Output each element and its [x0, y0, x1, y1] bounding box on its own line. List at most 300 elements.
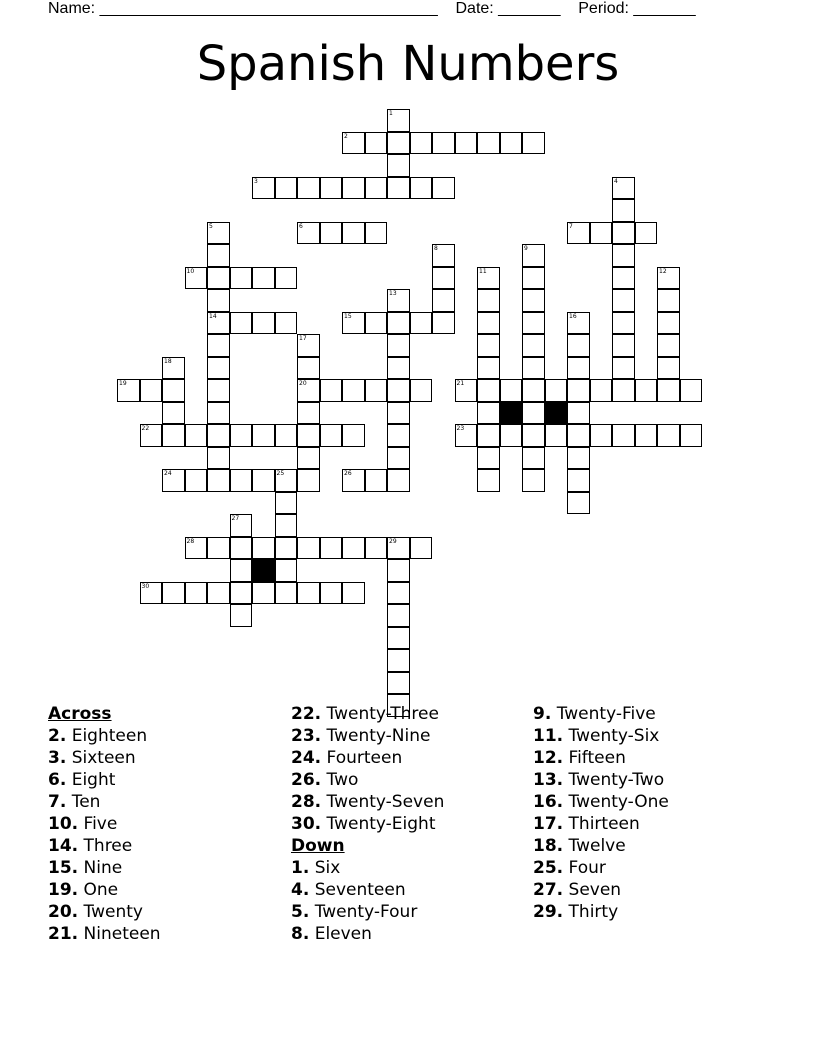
grid-cell[interactable] — [365, 132, 388, 155]
clue-item — [533, 901, 669, 923]
grid-cell[interactable] — [252, 312, 275, 335]
grid-cell[interactable] — [185, 469, 208, 492]
grid-cell[interactable] — [207, 379, 230, 402]
clue-item — [48, 725, 161, 747]
grid-cell[interactable] — [162, 357, 185, 380]
grid-cell[interactable] — [612, 199, 635, 222]
grid-cell[interactable] — [522, 357, 545, 380]
grid-cell[interactable] — [567, 492, 590, 515]
grid-cell[interactable] — [162, 469, 185, 492]
grid-cell[interactable] — [230, 604, 253, 627]
clue-number: 8 — [434, 245, 438, 252]
grid-cell[interactable] — [207, 402, 230, 425]
clue-text: Two — [321, 770, 359, 790]
clue-text: Twenty-Nine — [321, 726, 431, 746]
clue-text: Twenty-One — [563, 792, 669, 812]
grid-cell[interactable] — [680, 379, 703, 402]
grid-cell[interactable] — [387, 379, 410, 402]
grid-cell[interactable] — [275, 312, 298, 335]
clue-text: Twelve — [563, 836, 626, 856]
grid-cell[interactable] — [522, 334, 545, 357]
grid-cell[interactable] — [567, 357, 590, 380]
clue-item — [48, 857, 161, 879]
clue-number: 6 — [299, 222, 303, 230]
grid-cell[interactable] — [410, 537, 433, 560]
grid-cell[interactable] — [207, 312, 230, 335]
clue-number: 10 — [186, 267, 195, 275]
clue-text: Thirteen — [563, 814, 640, 834]
grid-cell[interactable] — [297, 402, 320, 425]
clue-number: 25 — [276, 470, 285, 477]
grid-cell[interactable] — [230, 267, 253, 290]
clue-label: 24. — [291, 748, 322, 768]
clue-item — [48, 879, 161, 901]
grid-cell[interactable] — [567, 469, 590, 492]
grid-cell[interactable] — [567, 424, 590, 447]
grid-cell[interactable] — [207, 424, 230, 447]
clue-label: 10. — [48, 814, 79, 834]
clue-column-1 — [48, 703, 161, 945]
clue-text: Ten — [66, 792, 101, 812]
grid-cell[interactable] — [342, 379, 365, 402]
clue-number: 17 — [299, 335, 307, 342]
grid-cell[interactable] — [140, 582, 163, 605]
clue-label: 14. — [48, 836, 79, 856]
grid-cell[interactable] — [680, 424, 703, 447]
clue-item — [48, 835, 161, 857]
grid-cell[interactable] — [545, 379, 568, 402]
clue-label: 7. — [48, 792, 67, 812]
clue-text: Twenty-Five — [551, 704, 656, 724]
grid-cell[interactable] — [185, 537, 208, 560]
clue-text: Seventeen — [309, 880, 406, 900]
grid-cell[interactable] — [477, 357, 500, 380]
clue-text: Seven — [563, 880, 622, 900]
grid-cell[interactable] — [410, 132, 433, 155]
grid-cell[interactable] — [522, 424, 545, 447]
grid-cell[interactable] — [387, 649, 410, 672]
grid-cell[interactable] — [522, 379, 545, 402]
clue-number: 19 — [119, 380, 127, 387]
grid-cell[interactable] — [342, 132, 365, 155]
grid-cell[interactable] — [567, 334, 590, 357]
grid-cell[interactable] — [162, 379, 185, 402]
grid-cell[interactable] — [230, 424, 253, 447]
grid-cell[interactable] — [657, 289, 680, 312]
grid-cell[interactable] — [567, 402, 590, 425]
clue-number: 4 — [614, 177, 618, 185]
grid-cell[interactable] — [207, 334, 230, 357]
clue-label: 30. — [291, 814, 322, 834]
grid-cell[interactable] — [230, 514, 253, 537]
clue-item — [291, 879, 444, 901]
grid-cell[interactable] — [500, 424, 523, 447]
clue-number: 3 — [254, 177, 258, 185]
grid-cell[interactable] — [612, 424, 635, 447]
clue-label: 19. — [48, 880, 79, 900]
clue-item — [533, 725, 669, 747]
clue-text: Thirty — [563, 902, 619, 922]
clue-text: Sixteen — [66, 748, 136, 768]
grid-cell[interactable] — [522, 132, 545, 155]
clue-text: Nine — [78, 858, 123, 878]
grid-cell[interactable] — [275, 267, 298, 290]
grid-cell[interactable] — [387, 312, 410, 335]
grid-cell[interactable] — [365, 469, 388, 492]
clue-item — [533, 747, 669, 769]
grid-cell[interactable] — [657, 312, 680, 335]
grid-cell[interactable] — [342, 424, 365, 447]
clue-label: 12. — [533, 748, 564, 768]
grid-cell[interactable] — [297, 424, 320, 447]
clue-label: 13. — [533, 770, 564, 790]
grid-cell[interactable] — [387, 582, 410, 605]
clue-label: 20. — [48, 902, 79, 922]
grid-cell[interactable] — [477, 469, 500, 492]
grid-cell[interactable] — [477, 289, 500, 312]
grid-cell[interactable] — [207, 244, 230, 267]
grid-cell[interactable] — [477, 379, 500, 402]
clue-item — [291, 791, 444, 813]
grid-cell[interactable] — [275, 492, 298, 515]
grid-cell[interactable] — [522, 267, 545, 290]
clue-number: 11 — [479, 267, 487, 275]
grid-cell[interactable] — [387, 357, 410, 380]
grid-cell[interactable] — [567, 447, 590, 470]
grid-cell[interactable] — [297, 222, 320, 245]
grid-cell[interactable] — [477, 312, 500, 335]
grid-cell[interactable] — [522, 312, 545, 335]
grid-cell[interactable] — [297, 469, 320, 492]
grid-cell[interactable] — [432, 177, 455, 200]
clue-number: 21 — [456, 380, 465, 387]
clue-column-3 — [533, 703, 669, 923]
grid-cell[interactable] — [342, 312, 365, 335]
grid-cell[interactable] — [230, 537, 253, 560]
grid-cell[interactable] — [522, 402, 545, 425]
grid-cell[interactable] — [140, 424, 163, 447]
grid-cell[interactable] — [432, 132, 455, 155]
clue-number: 16 — [569, 312, 577, 320]
grid-cell[interactable] — [387, 672, 410, 695]
grid-cell[interactable] — [477, 424, 500, 447]
grid-cell[interactable] — [612, 334, 635, 357]
grid-cell[interactable] — [387, 424, 410, 447]
black-square — [545, 402, 568, 425]
clue-text: Five — [78, 814, 118, 834]
grid-cell[interactable] — [387, 469, 410, 492]
clue-number: 28 — [186, 537, 195, 545]
grid-cell[interactable] — [432, 312, 455, 335]
grid-cell[interactable] — [320, 379, 343, 402]
grid-cell[interactable] — [387, 334, 410, 357]
clue-text: Twenty-Four — [309, 902, 418, 922]
grid-cell[interactable] — [522, 289, 545, 312]
clue-number: 18 — [164, 357, 172, 365]
grid-cell[interactable] — [207, 447, 230, 470]
clue-text: Fourteen — [321, 748, 403, 768]
grid-cell[interactable] — [387, 627, 410, 650]
clue-text: Four — [563, 858, 606, 878]
clue-number: 29 — [389, 537, 397, 545]
grid-cell[interactable] — [185, 424, 208, 447]
grid-cell[interactable] — [275, 514, 298, 537]
grid-cell[interactable] — [635, 424, 658, 447]
clue-label: 22. — [291, 704, 322, 724]
clue-text: Eight — [66, 770, 116, 790]
grid-cell[interactable] — [387, 447, 410, 470]
grid-cell[interactable] — [590, 424, 613, 447]
grid-cell[interactable] — [252, 177, 275, 200]
grid-cell[interactable] — [275, 537, 298, 560]
across-heading: Across — [48, 704, 112, 724]
clue-label: 1. — [291, 858, 310, 878]
grid-cell[interactable] — [657, 267, 680, 290]
grid-cell[interactable] — [432, 244, 455, 267]
clue-number: 30 — [141, 582, 150, 590]
grid-cell[interactable] — [140, 379, 163, 402]
grid-cell[interactable] — [387, 154, 410, 177]
clue-number: 5 — [209, 222, 213, 230]
grid-cell[interactable] — [635, 379, 658, 402]
clue-item — [291, 923, 444, 945]
grid-cell[interactable] — [387, 289, 410, 312]
grid-cell[interactable] — [297, 582, 320, 605]
clue-number: 13 — [389, 290, 397, 297]
clue-item — [48, 747, 161, 769]
grid-cell[interactable] — [657, 379, 680, 402]
clue-text: Twenty-Three — [321, 704, 439, 724]
clue-number: 2 — [344, 132, 348, 140]
black-square — [500, 402, 523, 425]
clue-number: 7 — [569, 222, 573, 230]
header-line: Name: ______________________________________ Date: _______ Period: _______ — [48, 0, 696, 17]
grid-cell[interactable] — [185, 582, 208, 605]
grid-cell[interactable] — [410, 177, 433, 200]
grid-cell[interactable] — [567, 379, 590, 402]
grid-cell[interactable] — [522, 469, 545, 492]
grid-cell[interactable] — [342, 582, 365, 605]
grid-cell[interactable] — [477, 402, 500, 425]
grid-cell[interactable] — [275, 469, 298, 492]
grid-cell[interactable] — [297, 357, 320, 380]
grid-cell[interactable] — [455, 379, 478, 402]
clue-item — [291, 857, 444, 879]
clue-text: Six — [309, 858, 341, 878]
grid-cell[interactable] — [252, 424, 275, 447]
clue-item — [48, 769, 161, 791]
clue-label: 11. — [533, 726, 564, 746]
clue-item — [291, 769, 444, 791]
grid-cell[interactable] — [612, 267, 635, 290]
grid-cell[interactable] — [297, 177, 320, 200]
down-heading: Down — [291, 836, 345, 856]
grid-cell[interactable] — [275, 582, 298, 605]
grid-cell[interactable] — [477, 334, 500, 357]
clue-number: 22 — [141, 425, 150, 432]
grid-cell[interactable] — [410, 379, 433, 402]
clue-text: Nineteen — [78, 924, 161, 944]
grid-cell[interactable] — [477, 447, 500, 470]
grid-cell[interactable] — [230, 582, 253, 605]
clue-label: 2. — [48, 726, 67, 746]
grid-cell[interactable] — [297, 334, 320, 357]
grid-cell[interactable] — [387, 402, 410, 425]
grid-cell[interactable] — [275, 424, 298, 447]
clue-number: 9 — [524, 245, 528, 252]
grid-cell[interactable] — [207, 267, 230, 290]
grid-cell[interactable] — [387, 177, 410, 200]
page-title: Spanish Numbers — [196, 36, 620, 92]
clue-item — [533, 791, 669, 813]
grid-cell[interactable] — [342, 537, 365, 560]
grid-cell[interactable] — [612, 244, 635, 267]
grid-cell[interactable] — [657, 424, 680, 447]
grid-cell[interactable] — [207, 537, 230, 560]
clue-number: 14 — [209, 312, 217, 320]
clue-item — [533, 703, 669, 725]
grid-cell[interactable] — [477, 267, 500, 290]
grid-cell[interactable] — [365, 379, 388, 402]
clue-item — [291, 747, 444, 769]
grid-cell[interactable] — [230, 559, 253, 582]
clue-label: 8. — [291, 924, 310, 944]
grid-cell[interactable] — [612, 312, 635, 335]
clue-number: 15 — [344, 312, 352, 320]
clue-label: 16. — [533, 792, 564, 812]
clue-text: Fifteen — [563, 748, 626, 768]
clue-label: 5. — [291, 902, 310, 922]
grid-cell[interactable] — [207, 582, 230, 605]
grid-cell[interactable] — [500, 379, 523, 402]
grid-cell[interactable] — [207, 469, 230, 492]
grid-cell[interactable] — [162, 402, 185, 425]
clue-label: 3. — [48, 748, 67, 768]
grid-cell[interactable] — [387, 537, 410, 560]
grid-cell[interactable] — [410, 312, 433, 335]
clue-item — [48, 813, 161, 835]
grid-cell[interactable] — [522, 244, 545, 267]
grid-cell[interactable] — [522, 447, 545, 470]
grid-cell[interactable] — [230, 312, 253, 335]
grid-cell[interactable] — [252, 469, 275, 492]
grid-cell[interactable] — [635, 222, 658, 245]
grid-cell[interactable] — [320, 582, 343, 605]
grid-cell[interactable] — [365, 222, 388, 245]
grid-cell[interactable] — [567, 222, 590, 245]
grid-cell[interactable] — [365, 177, 388, 200]
clue-number: 20 — [299, 380, 307, 387]
grid-cell[interactable] — [432, 267, 455, 290]
clue-item — [533, 813, 669, 835]
grid-cell[interactable] — [477, 132, 500, 155]
grid-cell[interactable] — [387, 132, 410, 155]
clue-label: 28. — [291, 792, 322, 812]
grid-cell[interactable] — [567, 312, 590, 335]
grid-cell[interactable] — [387, 109, 410, 132]
clue-label: 6. — [48, 770, 67, 790]
grid-cell[interactable] — [342, 469, 365, 492]
grid-cell[interactable] — [455, 424, 478, 447]
clue-item — [291, 703, 444, 725]
grid-cell[interactable] — [612, 379, 635, 402]
grid-cell[interactable] — [612, 357, 635, 380]
clue-item — [533, 857, 669, 879]
grid-cell[interactable] — [590, 222, 613, 245]
grid-cell[interactable] — [342, 177, 365, 200]
clue-label: 23. — [291, 726, 322, 746]
grid-cell[interactable] — [275, 559, 298, 582]
clue-item — [48, 901, 161, 923]
clue-item — [533, 879, 669, 901]
grid-cell[interactable] — [365, 537, 388, 560]
grid-cell[interactable] — [387, 604, 410, 627]
grid-cell[interactable] — [252, 582, 275, 605]
grid-cell[interactable] — [207, 357, 230, 380]
clue-item — [291, 901, 444, 923]
grid-cell[interactable] — [590, 379, 613, 402]
grid-cell[interactable] — [320, 537, 343, 560]
grid-cell[interactable] — [612, 222, 635, 245]
grid-cell[interactable] — [297, 447, 320, 470]
clue-text: Twenty — [78, 902, 143, 922]
clue-text: Twenty-Seven — [321, 792, 445, 812]
grid-cell[interactable] — [320, 424, 343, 447]
clue-text: Twenty-Two — [563, 770, 665, 790]
clue-label: 29. — [533, 902, 564, 922]
clue-item — [291, 725, 444, 747]
grid-cell[interactable] — [612, 177, 635, 200]
grid-cell[interactable] — [252, 537, 275, 560]
grid-cell[interactable] — [207, 289, 230, 312]
grid-cell[interactable] — [162, 424, 185, 447]
grid-cell[interactable] — [275, 177, 298, 200]
clue-item — [48, 923, 161, 945]
grid-cell[interactable] — [657, 357, 680, 380]
grid-cell[interactable] — [320, 222, 343, 245]
clue-item — [48, 791, 161, 813]
clue-text: One — [78, 880, 119, 900]
clue-text: Twenty-Eight — [321, 814, 436, 834]
grid-cell[interactable] — [207, 222, 230, 245]
grid-cell[interactable] — [162, 582, 185, 605]
clue-label: 27. — [533, 880, 564, 900]
black-square — [252, 559, 275, 582]
clue-number: 23 — [456, 425, 465, 432]
grid-cell[interactable] — [545, 424, 568, 447]
grid-cell[interactable] — [297, 537, 320, 560]
grid-cell[interactable] — [500, 132, 523, 155]
grid-cell[interactable] — [117, 379, 140, 402]
grid-cell[interactable] — [297, 379, 320, 402]
grid-cell[interactable] — [342, 222, 365, 245]
grid-cell[interactable] — [455, 132, 478, 155]
grid-cell[interactable] — [657, 334, 680, 357]
clue-text: Eighteen — [66, 726, 148, 746]
grid-cell[interactable] — [387, 559, 410, 582]
clue-label: 18. — [533, 836, 564, 856]
grid-cell[interactable] — [365, 312, 388, 335]
grid-cell[interactable] — [230, 469, 253, 492]
clue-text: Eleven — [309, 924, 372, 944]
grid-cell[interactable] — [252, 267, 275, 290]
grid-cell[interactable] — [185, 267, 208, 290]
grid-cell[interactable] — [320, 177, 343, 200]
grid-cell[interactable] — [432, 289, 455, 312]
clue-item — [291, 813, 444, 835]
grid-cell[interactable] — [612, 289, 635, 312]
clue-item — [533, 835, 669, 857]
